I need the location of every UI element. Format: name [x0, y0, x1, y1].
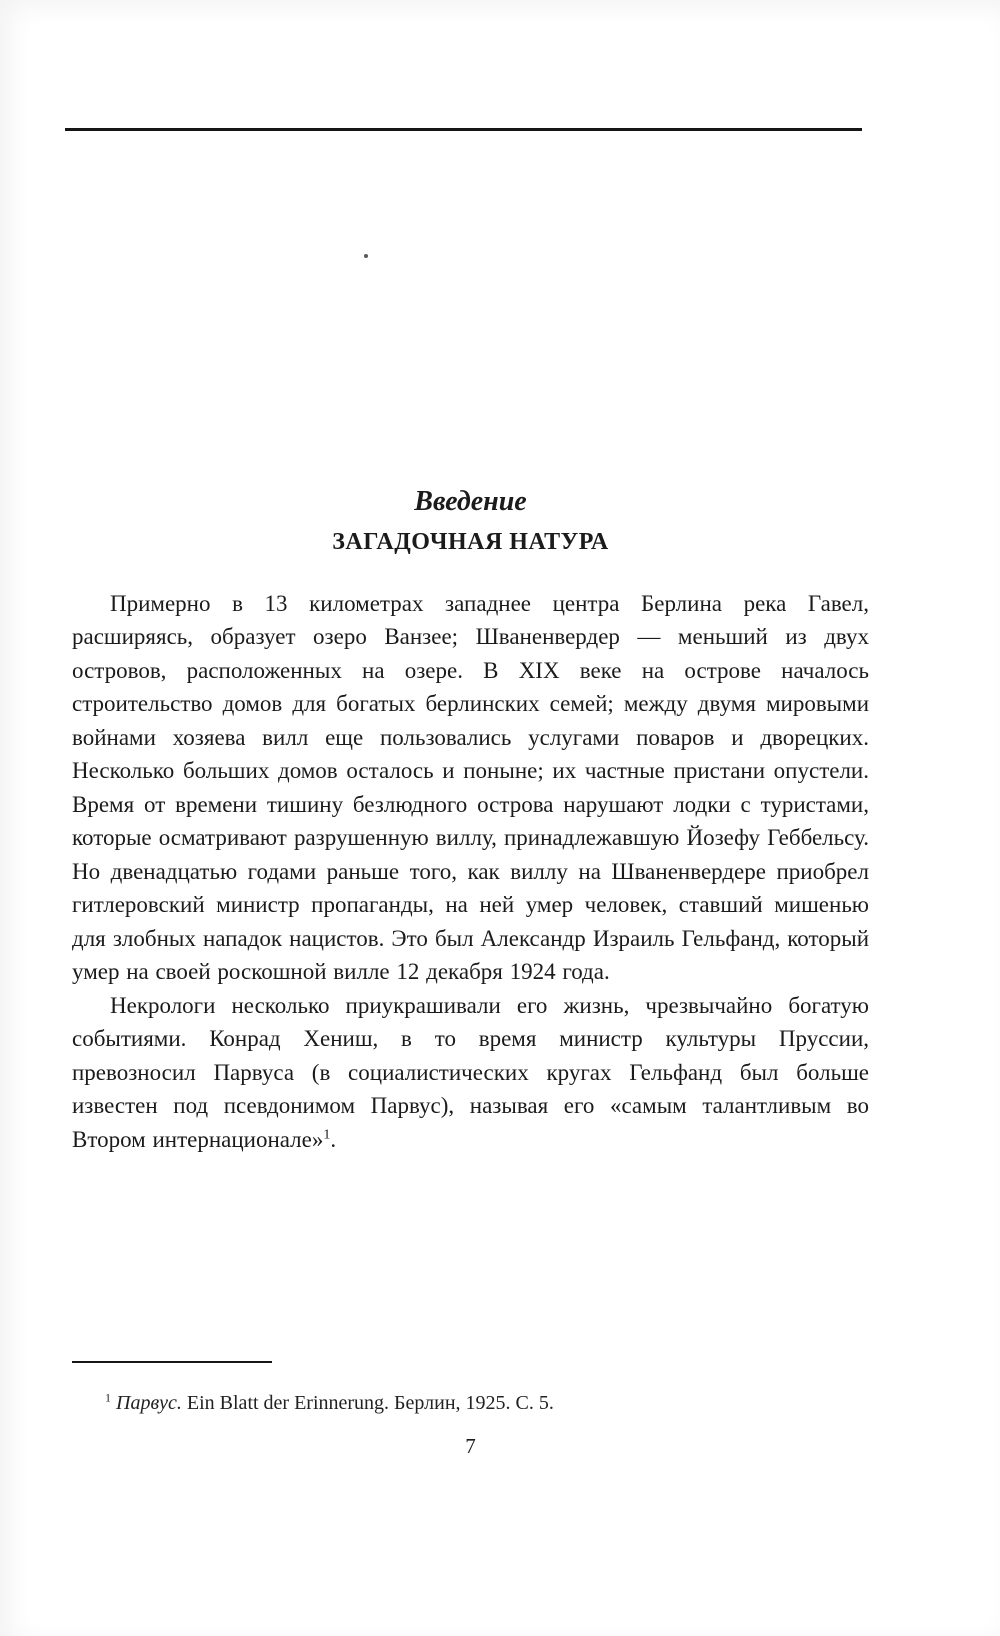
footnote-reference: 1: [323, 1127, 331, 1143]
footnote-text: Ein Blatt der Erinnerung. Берлин, 1925. С. 5.: [186, 1392, 554, 1414]
scan-artifact-dot: [364, 254, 368, 258]
paragraph-text: Некрологи несколько приукрашивали его жизнь, чрезвычайно богатую событиями. Конрад Хениш, в то время министр культуры Пруссии, превозносил Парвуса (в социалистических кругах Гельфанд был больше известен под псевдонимом Парвус), называя его «самым талантливым во Втором интернационале»: [72, 992, 869, 1152]
body-paragraph: [72, 989, 869, 1157]
chapter-heading: ЗАГАДОЧНАЯ НАТУРА: [332, 529, 609, 556]
page-number: 7: [465, 1434, 476, 1458]
chapter-title: Введение: [414, 486, 527, 517]
page-content: [72, 486, 869, 1156]
footnote-work-title: Парвус.: [116, 1392, 182, 1414]
body-text: [72, 587, 869, 1157]
footnote-divider: [72, 1361, 272, 1363]
footnote: [72, 1390, 869, 1416]
body-paragraph: Примерно в 13 километрах западнее центра Берлина река Гавел, расширяясь, образует озеро Ванзее; Шваненвердер — меньший из двух островов, расположенных на озере. В XIX веке на острове началось строительство домов для богатых берлинских семей; между двумя мировыми войнами хозяева вилл еще пользовались услугами поваров и дворецких. Несколько больших домов осталось и поныне; их частные пристани опустели. Время от времени тишину безлюдного острова нарушают лодки с туристами, которые осматривают разрушенную виллу, принадлежавшую Йозефу Геббельсу. Но двенадцатью годами раньше того, как виллу на Шваненвердере приобрел гитлеровский министр пропаганды, на ней умер человек, ставший мишенью для злобных нападок нацистов. Это был Александр Израиль Гельфанд, который умер на своей роскошной вилле 12 декабря 1924 года.: [72, 590, 869, 985]
header-rule: [65, 128, 862, 131]
paragraph-suffix: .: [330, 1126, 337, 1152]
footnote-marker: 1: [105, 1390, 111, 1405]
